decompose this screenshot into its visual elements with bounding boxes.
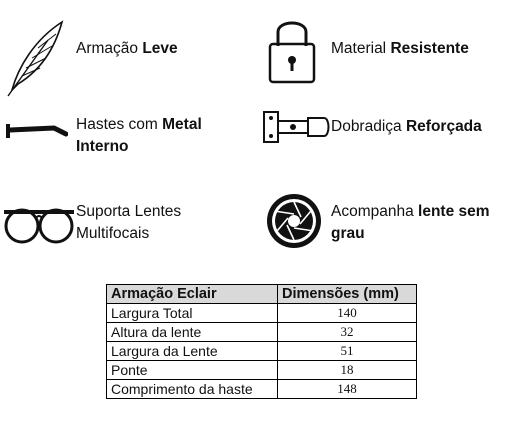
row-label: Largura da Lente xyxy=(107,342,278,361)
feature-plano-lens: Acompanha lente sem grau xyxy=(331,203,490,242)
round-glasses-icon xyxy=(2,204,76,246)
row-value: 140 xyxy=(278,304,417,323)
table-row xyxy=(107,361,417,380)
feather-icon xyxy=(4,18,66,98)
feature-reinforced-hinge: Dobradiça Reforçada xyxy=(331,118,482,135)
row-value: 18 xyxy=(278,361,417,380)
table-row xyxy=(107,304,417,323)
table-header-dimensions: Dimensões (mm) xyxy=(278,285,417,304)
feature-light-frame: Armação Leve xyxy=(76,40,178,57)
feature-resistant-material: Material Resistente xyxy=(331,40,469,57)
camera-aperture-icon xyxy=(265,192,323,250)
glasses-temple-icon xyxy=(4,120,68,142)
hinge-icon xyxy=(262,108,330,146)
row-label: Comprimento da haste xyxy=(107,380,278,399)
row-value: 51 xyxy=(278,342,417,361)
row-label: Altura da lente xyxy=(107,323,278,342)
table-row xyxy=(107,323,417,342)
row-value: 32 xyxy=(278,323,417,342)
feature-metal-temples: Hastes com Metal Interno xyxy=(76,116,202,155)
table-row xyxy=(107,342,417,361)
table-header-model: Armação Eclair xyxy=(107,285,278,304)
table-row xyxy=(107,380,417,399)
dimensions-table xyxy=(106,284,417,399)
table-header-row xyxy=(107,285,417,304)
padlock-icon xyxy=(266,14,318,86)
feature-multifocal: Suporta Lentes Multifocais xyxy=(76,203,182,242)
row-label: Ponte xyxy=(107,361,278,380)
row-label: Largura Total xyxy=(107,304,278,323)
row-value: 148 xyxy=(278,380,417,399)
